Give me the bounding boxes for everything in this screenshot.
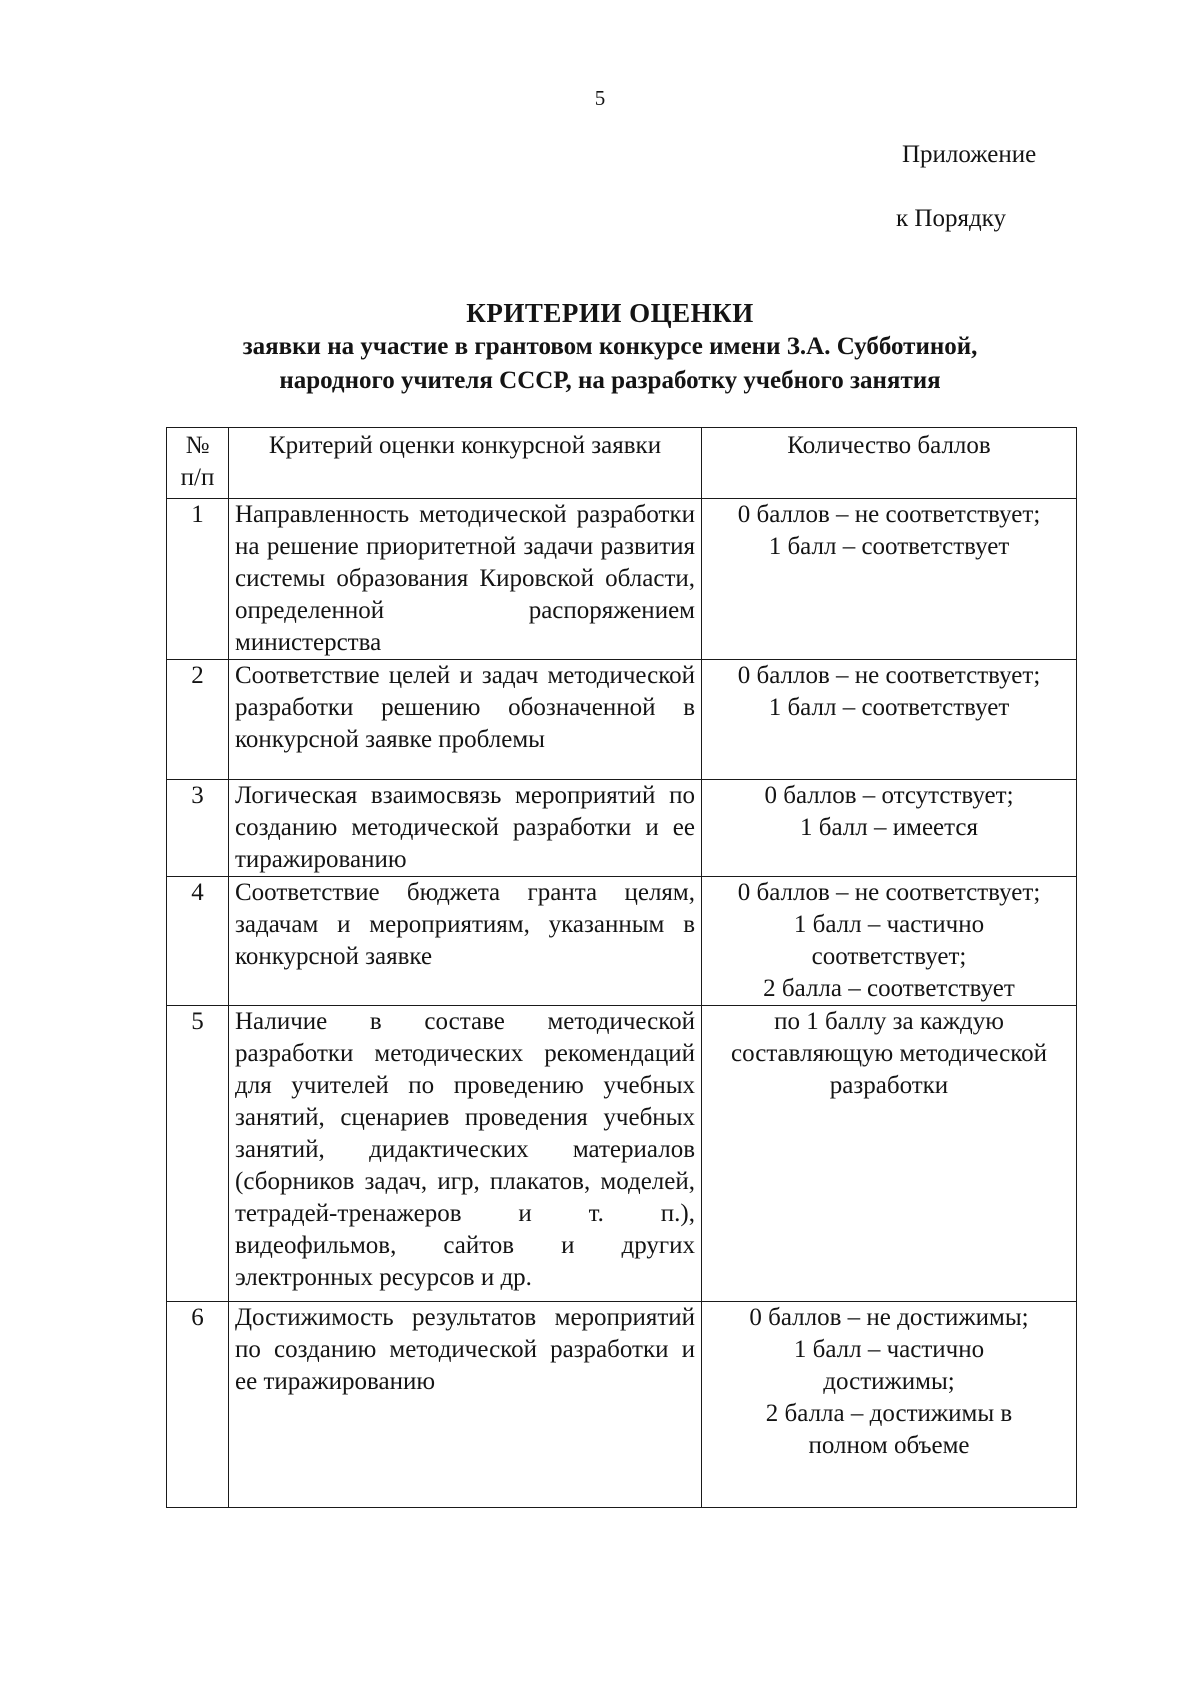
annex-label: Приложение <box>902 141 1037 168</box>
score-line: разработки <box>829 1072 949 1099</box>
score-line: 1 балл – частично <box>793 911 985 938</box>
score-line: 1 балл – частично <box>793 1336 985 1363</box>
table-row <box>167 877 1077 1006</box>
table-row <box>167 780 1077 877</box>
document-title: КРИТЕРИИ ОЦЕНКИ <box>466 298 754 328</box>
score-cell <box>702 1006 1077 1302</box>
score-line: 0 баллов – не соответствует; <box>737 879 1041 906</box>
score-line: 0 баллов – не соответствует; <box>737 501 1041 528</box>
score-cell <box>702 877 1077 1006</box>
row-number: 5 <box>167 1006 229 1302</box>
score-line: полном объеме <box>808 1432 970 1459</box>
score-line: 0 баллов – отсутствует; <box>764 782 1014 809</box>
table-row <box>167 1302 1077 1508</box>
score-line: 0 баллов – не достижимы; <box>749 1304 1029 1331</box>
criterion-text: Направленность методической разработки на решение приоритетной задачи развития системы образования Кировской области, определенной распоряжением министерства <box>229 499 702 660</box>
score-line: 1 балл – соответствует <box>768 533 1010 560</box>
score-line: соответствует; <box>811 943 967 970</box>
criterion-text: Соответствие бюджета гранта целям, задачам и мероприятиям, указанным в конкурсной заявке <box>229 877 702 1006</box>
criterion-text: Наличие в составе методической разработки методических рекомендаций для учителей по проведению учебных занятий, сценариев проведения учебных занятий, дидактических материалов (сборников задач, игр, плакатов, моделей, тетрадей-тренажеров и т. п.), видеофильмов, сайтов и других электронных ресурсов и др. <box>229 1006 702 1302</box>
score-line: достижимы; <box>823 1368 955 1395</box>
criteria-table <box>166 427 1077 1508</box>
criterion-text: Достижимость результатов мероприятий по созданию методической разработки и ее тиражированию <box>229 1302 702 1508</box>
score-cell <box>702 1302 1077 1508</box>
page-number: 5 <box>594 86 606 110</box>
score-line: 1 балл – имеется <box>800 814 978 841</box>
header-number: № п/п <box>167 428 229 499</box>
score-line: 1 балл – соответствует <box>768 694 1010 721</box>
score-cell <box>702 660 1077 780</box>
table-row <box>167 499 1077 660</box>
score-line: составляющую методической <box>731 1040 1047 1067</box>
score-line: 2 балла – достижимы в <box>765 1400 1013 1427</box>
document-title-block <box>150 296 1070 398</box>
document-subtitle-line-1: заявки на участие в грантовом конкурсе имени З.А. Субботиной, <box>242 333 978 360</box>
criteria-table-body <box>167 499 1077 1508</box>
row-number: 1 <box>167 499 229 660</box>
score-line: по 1 баллу за каждую <box>774 1008 1004 1035</box>
table-header-row <box>167 428 1077 499</box>
row-number: 4 <box>167 877 229 1006</box>
row-number: 6 <box>167 1302 229 1508</box>
score-cell <box>702 499 1077 660</box>
document-subtitle-line-2: народного учителя СССР, на разработку учебного занятия <box>279 367 941 394</box>
score-cell <box>702 780 1077 877</box>
header-score: Количество баллов <box>702 428 1077 499</box>
row-number: 2 <box>167 660 229 780</box>
score-line: 2 балла – соответствует <box>763 975 1015 1002</box>
criterion-text: Соответствие целей и задач методической разработки решению обозначенной в конкурсной заявке проблемы <box>229 660 702 780</box>
score-line: 0 баллов – не соответствует; <box>737 662 1041 689</box>
annex-reference: к Порядку <box>896 205 1006 232</box>
criterion-text: Логическая взаимосвязь мероприятий по созданию методической разработки и ее тиражированию <box>229 780 702 877</box>
header-criterion: Критерий оценки конкурсной заявки <box>229 428 702 499</box>
table-row <box>167 1006 1077 1302</box>
table-row <box>167 660 1077 780</box>
row-number: 3 <box>167 780 229 877</box>
